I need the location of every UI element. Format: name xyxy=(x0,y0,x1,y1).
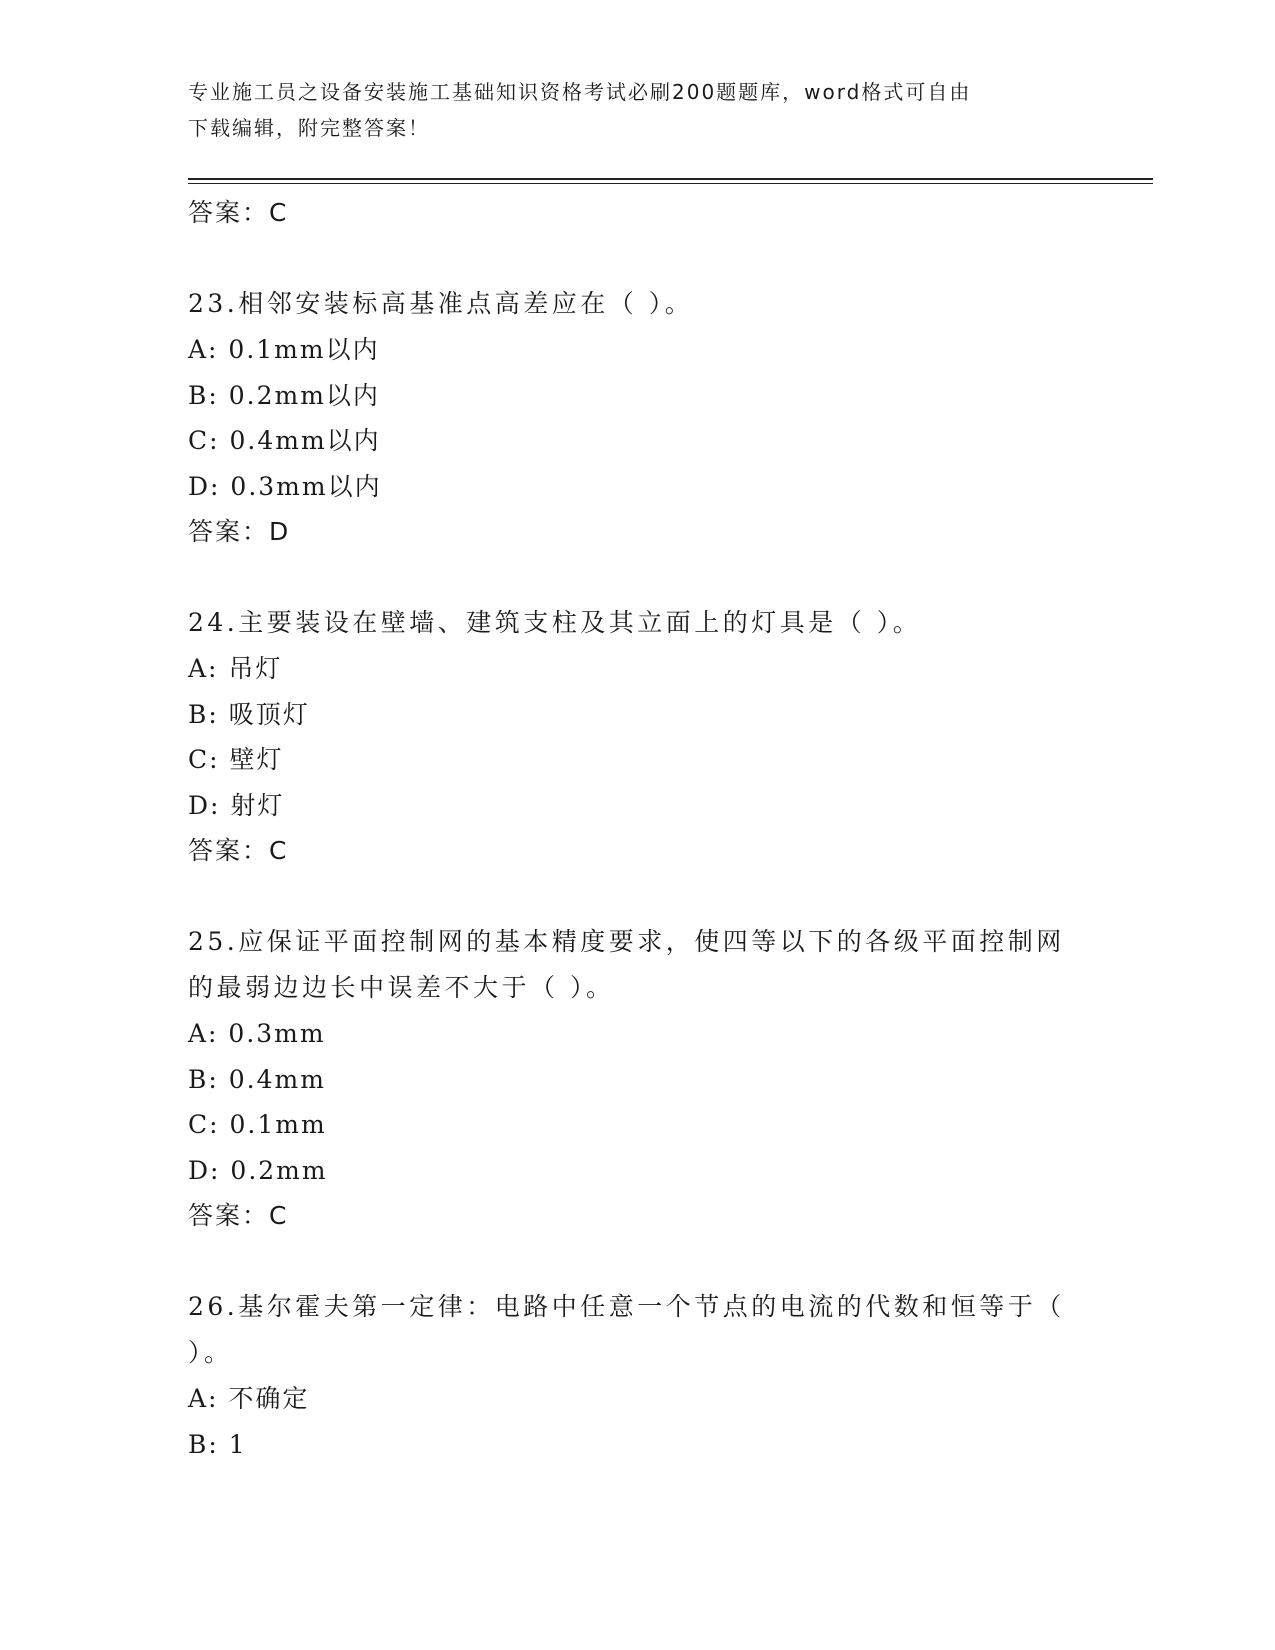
header-line: 专业施工员之设备安装施工基础知识资格考试必刷200题题库，word格式可自由 xyxy=(188,80,972,104)
question-block xyxy=(188,1284,1088,1467)
option-b: B: 0.4mm xyxy=(188,1064,326,1094)
header-divider xyxy=(188,178,1153,180)
option-b: B: 吸顶灯 xyxy=(188,699,310,729)
option-c: C: 0.1mm xyxy=(188,1110,327,1139)
header-line: 下载编辑，附完整答案！ xyxy=(188,116,430,140)
question-text: 23.相邻安装标高基准点高差应在（ ）。 xyxy=(188,289,694,318)
question-list xyxy=(188,190,1088,1467)
option-d: D: 0.3mm以内 xyxy=(188,471,382,501)
option-b: B: 1 xyxy=(188,1429,247,1459)
question-block xyxy=(188,281,1088,555)
document-header xyxy=(188,74,1088,146)
question-text: 25.应保证平面控制网的基本精度要求，使四等以下的各级平面控制网 xyxy=(188,927,1065,956)
answer-line: 答案：C xyxy=(188,836,289,865)
question-block xyxy=(188,600,1088,874)
option-d: D: 0.2mm xyxy=(188,1155,328,1185)
answer-line: 答案：C xyxy=(188,198,289,227)
option-a: A: 不确定 xyxy=(188,1384,310,1413)
option-a: A: 0.1mm以内 xyxy=(188,335,380,364)
option-d: D: 射灯 xyxy=(188,790,285,820)
question-text: 24.主要装设在壁墙、建筑支柱及其立面上的灯具是（ ）。 xyxy=(188,608,922,637)
option-a: A: 吊灯 xyxy=(188,654,283,683)
question-block xyxy=(188,919,1088,1239)
answer-line: 答案：C xyxy=(188,1201,289,1230)
option-b: B: 0.2mm以内 xyxy=(188,380,380,410)
question-text: 的最弱边边长中误差不大于（ ）。 xyxy=(188,973,615,1002)
option-a: A: 0.3mm xyxy=(188,1019,326,1048)
option-c: C: 壁灯 xyxy=(188,745,284,774)
question-text: 26.基尔霍夫第一定律：电路中任意一个节点的电流的代数和恒等于（ xyxy=(188,1292,1065,1321)
option-c: C: 0.4mm以内 xyxy=(188,426,381,455)
answer-line: 答案：D xyxy=(188,517,291,546)
question-text: ）。 xyxy=(188,1338,233,1367)
header-divider xyxy=(188,183,1153,184)
